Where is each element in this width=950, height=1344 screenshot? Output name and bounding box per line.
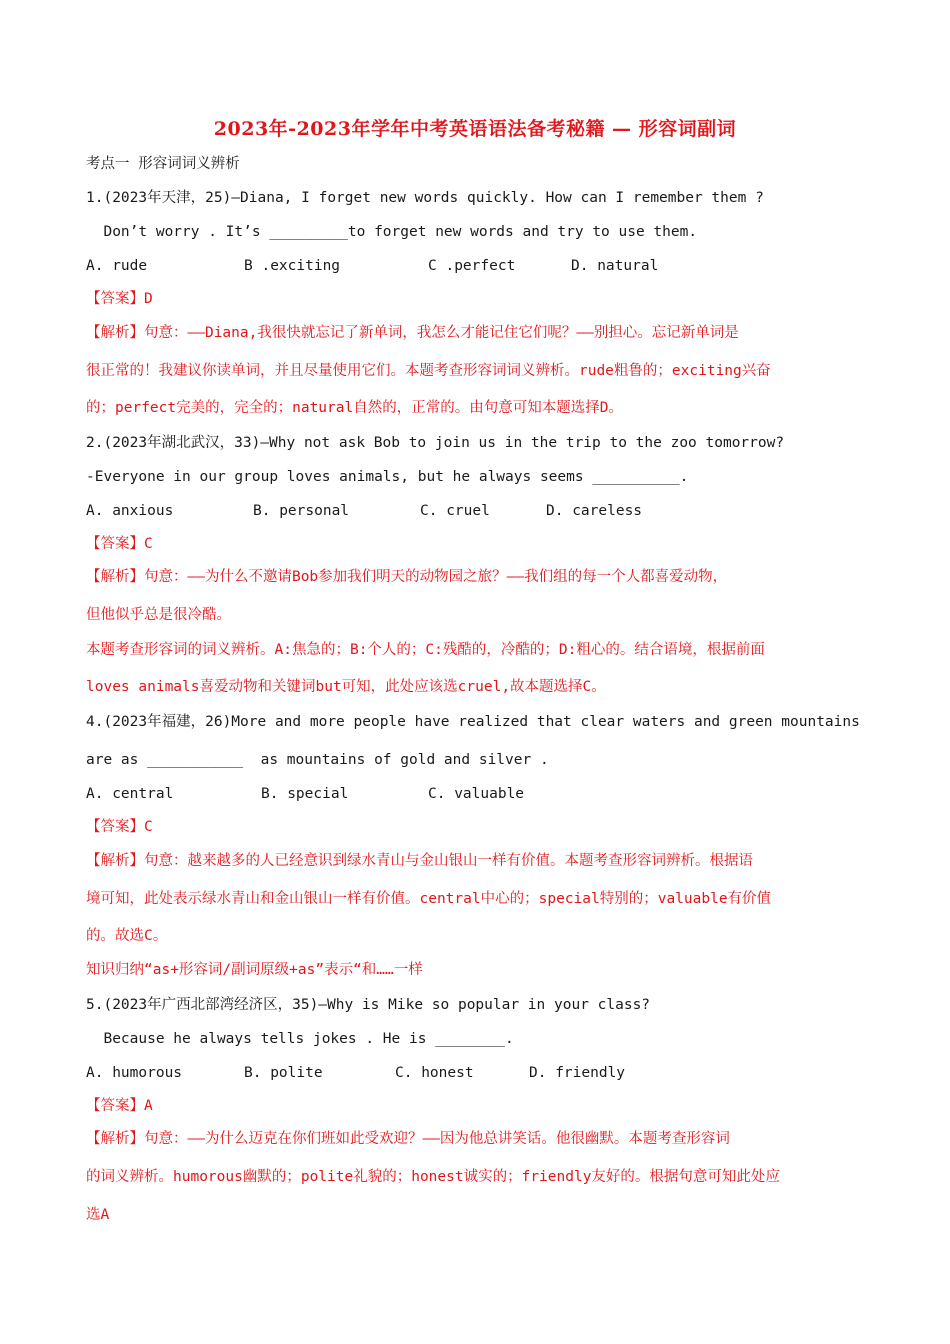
q5-stem-line2: Because he always tells jokes . He is ________. bbox=[86, 1031, 514, 1047]
q2-option-c: C. cruel bbox=[420, 503, 490, 519]
page-title: 2023年-2023年学年中考英语语法备考秘籍 — 形容词副词 bbox=[213, 118, 737, 140]
q5-option-d: D. friendly bbox=[529, 1065, 626, 1081]
q5-stem-line1: 5.(2023年广西北部湾经济区，35)—Why is Mike so popular in your class? bbox=[86, 997, 651, 1013]
q2-stem-line1: 2.(2023年湖北武汉，33)—Why not ask Bob to join us in the trip to the zoo tomorrow? bbox=[86, 435, 785, 451]
q4-option-c: C. valuable bbox=[428, 786, 525, 802]
q4-explanation-line3: 的。故选C。 bbox=[86, 928, 168, 944]
q5-explanation-line1: 【解析】句意：——为什么迈克在你们班如此受欢迎？——因为他总讲笑话。他很幽默。本题考查形容词 bbox=[86, 1131, 730, 1147]
q4-option-b: B. special bbox=[261, 786, 349, 802]
q5-option-b: B. polite bbox=[244, 1065, 323, 1081]
q2-answer: 【答案】C bbox=[86, 536, 153, 552]
q5-option-c: C. honest bbox=[395, 1065, 474, 1081]
q5-explanation-line3: 选A bbox=[86, 1207, 110, 1223]
q2-explanation-line4: loves animals喜爱动物和关键词but可知，此处应该选cruel,故本题选择C。 bbox=[86, 679, 606, 695]
q2-explanation-line1: 【解析】句意：——为什么不邀请Bob参加我们明天的动物园之旅？——我们组的每一个人都喜爱动物， bbox=[86, 569, 728, 585]
q5-explanation-line2: 的词义辨析。humorous幽默的；polite礼貌的；honest诚实的；friendly友好的。根据句意可知此处应 bbox=[86, 1169, 780, 1185]
q2-stem-line2: -Everyone in our group loves animals, but he always seems __________. bbox=[86, 469, 689, 485]
q4-knowledge-note: 知识归纳“as+形容词/副词原级+as”表示“和……一样 bbox=[86, 962, 423, 978]
q1-explanation-line1: 【解析】句意：——Diana,我很快就忘记了新单词，我怎么才能记住它们呢？——别担心。忘记新单词是 bbox=[86, 325, 739, 341]
q4-stem-line2: are as ___________ as mountains of gold and silver . bbox=[86, 752, 549, 768]
q2-option-d: D. careless bbox=[546, 503, 643, 519]
q4-explanation-line2: 境可知，此处表示绿水青山和金山银山一样有价值。central中心的；special特别的；valuable有价值 bbox=[86, 891, 772, 907]
q1-option-a: A. rude bbox=[86, 258, 148, 274]
q4-explanation-line1: 【解析】句意：越来越多的人已经意识到绿水青山与金山银山一样有价值。本题考查形容词辨析。根据语 bbox=[86, 853, 753, 869]
q4-option-a: A. central bbox=[86, 786, 174, 802]
q4-answer: 【答案】C bbox=[86, 819, 153, 835]
q2-option-b: B. personal bbox=[253, 503, 350, 519]
q5-answer: 【答案】A bbox=[86, 1098, 153, 1114]
q4-stem-line1: 4.(2023年福建，26)More and more people have realized that clear waters and green mountains bbox=[86, 714, 860, 730]
q1-explanation-line3: 的；perfect完美的，完全的；natural自然的，正常的。由句意可知本题选择D。 bbox=[86, 400, 623, 416]
q1-stem-line2: Don’t worry . It’s _________to forget new words and try to use them. bbox=[86, 224, 698, 240]
q2-explanation-line2: 但他似乎总是很冷酷。 bbox=[86, 607, 231, 623]
q1-option-b: B .exciting bbox=[244, 258, 341, 274]
q5-option-a: A. humorous bbox=[86, 1065, 183, 1081]
q2-explanation-line3: 本题考查形容词的词义辨析。A:焦急的；B:个人的；C:残酷的，冷酷的；D:粗心的。结合语境，根据前面 bbox=[86, 642, 765, 658]
q2-option-a: A. anxious bbox=[86, 503, 174, 519]
q1-option-d: D. natural bbox=[571, 258, 659, 274]
section-heading: 考点一 形容词词义辨析 bbox=[86, 156, 240, 172]
q1-stem-line1: 1.(2023年天津，25)—Diana, I forget new words quickly. How can I remember them ? bbox=[86, 190, 764, 206]
q1-option-c: C .perfect bbox=[428, 258, 516, 274]
q1-explanation-line2: 很正常的！我建议你读单词，并且尽量使用它们。本题考查形容词词义辨析。rude粗鲁的；exciting兴奋 bbox=[86, 363, 771, 379]
q1-answer: 【答案】D bbox=[86, 291, 153, 307]
